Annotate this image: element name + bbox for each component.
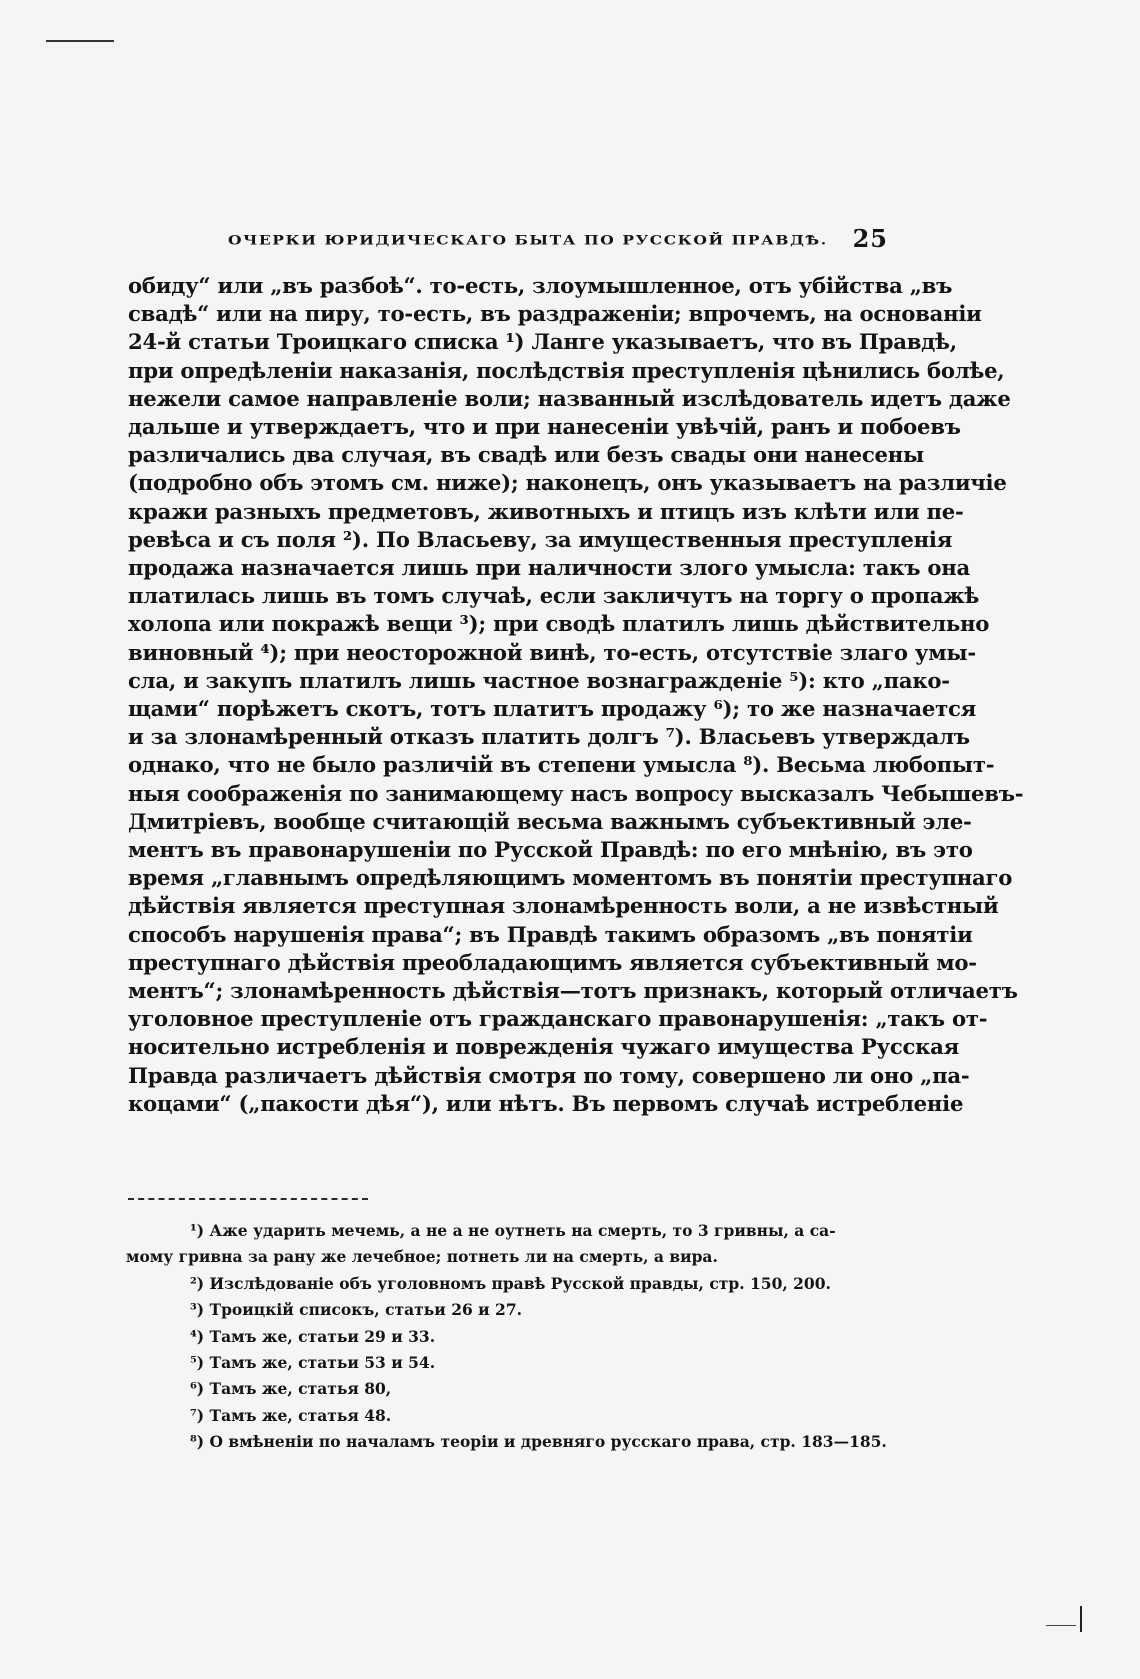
text-line: коцами“ („пакости дѣя“), или нѣтъ. Въ первомъ случаѣ истребленіе: [128, 1090, 964, 1116]
footnote-text: Изслѣдованіе объ уголовномъ правѣ Русской правды, стр. 150, 200.: [209, 1273, 831, 1293]
text-line: виновный ⁴); при неосторожной винѣ, то-есть, отсутствіе злаго умы-: [128, 639, 976, 665]
text-line: холопа или покражѣ вещи ³); при сводѣ платилъ лишь дѣйствительно: [128, 611, 990, 637]
text-line: (подробно объ этомъ см. ниже); наконецъ, онъ указываетъ на различіе: [128, 470, 1007, 496]
text-line: ментъ“; злонамѣренность дѣйствія—тотъ признакъ, который отличаетъ: [128, 978, 1018, 1004]
footnote-mark: ³): [190, 1300, 205, 1320]
text-line: ныя соображенія по занимающему насъ вопросу высказалъ Чебышевъ-: [128, 780, 1024, 806]
text-line: свадѣ“ или на пиру, то-есть, въ раздраженіи; впрочемъ, на основаніи: [128, 301, 982, 327]
body-text: [128, 272, 1024, 1118]
text-line: дѣйствія является преступная злонамѣренность воли, а не извѣстный: [128, 893, 999, 919]
text-line: ментъ въ правонарушеніи по Русской Правдѣ: по его мнѣнію, въ это: [128, 837, 973, 863]
footnote-mark: ⁵): [190, 1353, 205, 1373]
footnote: [190, 1297, 890, 1323]
footnote-text: Тамъ же, статья 80,: [209, 1379, 392, 1399]
text-line: 24-й статьи Троицкаго списка ¹) Ланге указываетъ, что въ Правдѣ,: [128, 329, 957, 355]
footnote: [190, 1429, 890, 1455]
text-line: уголовное преступленіе отъ гражданскаго правонарушенія: „такъ от-: [128, 1006, 988, 1032]
footnote: [190, 1271, 890, 1297]
footnote-text: Тамъ же, статьи 53 и 54.: [209, 1353, 436, 1373]
text-line: носительно истребленія и поврежденія чужаго имущества Русская: [128, 1034, 960, 1060]
text-line: преступнаго дѣйствія преобладающимъ является субъективный мо-: [128, 949, 977, 975]
footnote-separator: [128, 1198, 368, 1200]
footnote-text: Тамъ же, статьи 29 и 33.: [209, 1326, 436, 1346]
text-line: нежели самое направленіе воли; названный изслѣдователь идетъ даже: [128, 385, 1011, 411]
text-line: дальше и утверждаетъ, что и при нанесеніи увѣчій, ранъ и побоевъ: [128, 414, 961, 440]
text-line: сла, и закупъ платилъ лишь частное вознагражденіе ⁵): кто „пако-: [128, 667, 950, 693]
page-header: [228, 224, 888, 260]
running-title: ОЧЕРКИ ЮРИДИЧЕСКАГО БЫТА ПО РУССКОЙ ПРАВДѢ.: [228, 232, 828, 248]
text-line: продажа назначается лишь при наличности злого умысла: такъ она: [128, 555, 971, 581]
text-line: щами“ порѣжетъ скотъ, тотъ платитъ продажу ⁶); то же назначается: [128, 696, 977, 722]
footnote: [190, 1350, 890, 1376]
footnote: [190, 1376, 890, 1402]
footnote-text: Аже ударить мечемь, а не а не оутнеть на смерть, то 3 гривны, а са-: [209, 1221, 836, 1240]
text-line: различались два случая, въ свадѣ или безъ свады они нанесены: [128, 442, 925, 468]
footnote-text: Троицкій списокъ, статьи 26 и 27.: [209, 1300, 523, 1320]
footnote-continuation: мому гривна за рану же лечебное; потнеть ли на смерть, а вира.: [126, 1247, 718, 1267]
footnote-mark: ⁶): [190, 1379, 205, 1399]
scan-edge-mark: [46, 40, 114, 42]
text-line: платилась лишь въ томъ случаѣ, если закличутъ на торгу о пропажѣ: [128, 583, 980, 609]
footnote: [190, 1403, 890, 1429]
footnote-mark: ¹): [190, 1221, 205, 1240]
scan-edge-mark: [1080, 1606, 1082, 1632]
text-line: ревѣса и съ поля ²). По Власьеву, за имущественныя преступленія: [128, 526, 953, 552]
text-line: обиду“ или „въ разбоѣ“. то-есть, злоумышленное, отъ убійства „въ: [128, 273, 953, 298]
scan-edge-mark: [1046, 1625, 1076, 1626]
text-line: Дмитріевъ, вообще считающій весьма важнымъ субъективный эле-: [128, 808, 972, 834]
footnote-mark: ²): [190, 1273, 205, 1293]
footnotes: [126, 1218, 890, 1456]
footnote-mark: ⁸): [190, 1432, 205, 1452]
text-line: при опредѣленіи наказанія, послѣдствія преступленія цѣнились болѣе,: [128, 357, 1005, 383]
footnote-mark: ⁴): [190, 1326, 205, 1346]
footnote-text: Тамъ же, статья 48.: [209, 1405, 392, 1425]
footnote: [190, 1218, 890, 1244]
footnote-text: О вмѣненіи по началамъ теоріи и древняго русскаго права, стр. 183—185.: [209, 1432, 887, 1452]
footnote: [190, 1324, 890, 1350]
footnote-mark: ⁷): [190, 1405, 205, 1425]
text-line: и за злонамѣренный отказъ платить долгъ ⁷). Власьевъ утверждалъ: [128, 724, 970, 750]
text-line: Правда различаетъ дѣйствія смотря по тому, совершено ли оно „па-: [128, 1062, 970, 1088]
text-line: способъ нарушенія права“; въ Правдѣ такимъ образомъ „въ понятіи: [128, 921, 973, 947]
page-number: 25: [852, 224, 888, 253]
text-line: однако, что не было различій въ степени умысла ⁸). Весьма любопыт-: [128, 752, 995, 778]
text-line: кражи разныхъ предметовъ, животныхъ и птицъ изъ клѣти или пе-: [128, 498, 964, 524]
text-line: время „главнымъ опредѣляющимъ моментомъ въ понятіи преступнаго: [128, 865, 1013, 891]
